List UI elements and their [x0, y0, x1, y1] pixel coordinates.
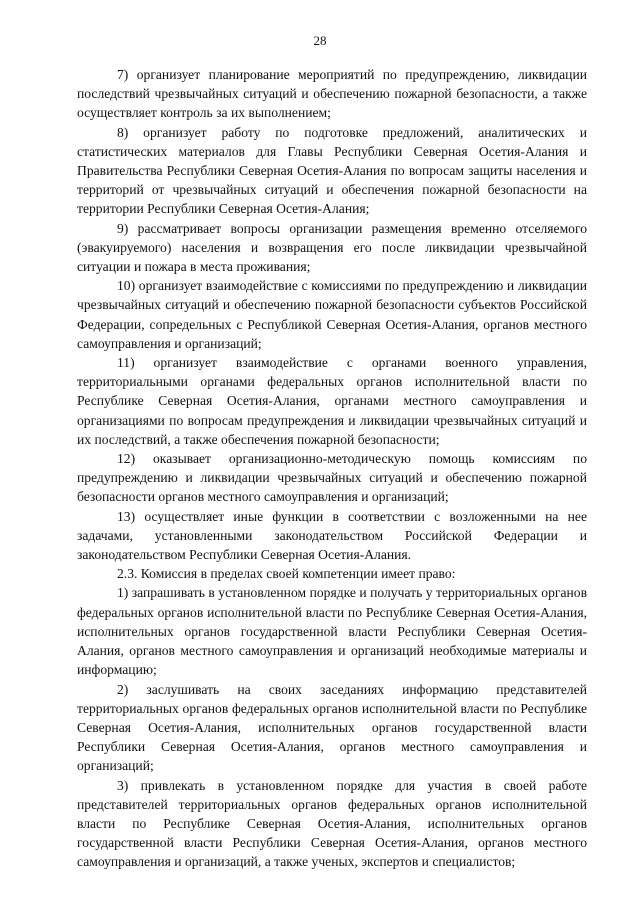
paragraph-item-8: 8) организует работу по подготовке предложений, аналитических и статистических материалов для Главы Республики Северная Осетия-Алания и Правительства Республики Северная Осетия-Алания по вопросам защиты населения и территорий от чрезвычайных ситуаций и обеспечения пожарной безопасности на территории Республики Северная Осетия-Алания; [77, 124, 587, 217]
paragraph-item-10: 10) организует взаимодействие с комиссиями по предупреждению и ликвидации чрезвычайных ситуаций и обеспечению пожарной безопасности субъектов Российской Федерации, сопредельных с Республикой Северная Осетия-Алания, органов местного самоуправления и организаций; [77, 278, 587, 351]
paragraph-item-13: 13) осуществляет иные функции в соответствии с возложенными на нее задачами, установленными законодательством Российской Федерации и законодательством Республики Северная Осетия-Алания. [77, 508, 587, 563]
document-body [77, 65, 587, 872]
right-item-2: 2) заслушивать на своих заседаниях информацию представителей территориальных органов федеральных органов исполнительной власти по Республике Северная Осетия-Алания, исполнительных органов государственной власти Республики Северная Осетия-Алания, органов местного самоуправления и организаций; [77, 681, 587, 774]
right-item-3: 3) привлекать в установленном порядке для участия в своей работе представителей территориальных органов федеральных органов исполнительной власти по Республике Северная Осетия-Алания, исполнительных органов государственной власти Республики Северная Осетия-Алания, органов местного самоуправления и организаций, а также ученых, экспертов и специалистов; [77, 777, 587, 870]
paragraph-item-12: 12) оказывает организационно-методическую помощь комиссиям по предупреждению и ликвидации чрезвычайных ситуаций и обеспечению пожарной безопасности органов местного самоуправления и организаций; [77, 451, 587, 505]
page-number: 28 [313, 33, 327, 48]
paragraph-item-11: 11) организует взаимодействие с органами военного управления, территориальными органами федеральных органов исполнительной власти по Республике Северная Осетия-Алания, органами местного самоуправления и организациями по вопросам предупреждения и ликвидации чрезвычайных ситуаций и их последствий, а также обеспечения пожарной безопасности; [77, 355, 587, 447]
paragraph-item-9: 9) рассматривает вопросы организации размещения временно отселяемого (эвакуируемого) населения и возвращения его после ликвидации чрезвычайной ситуации и пожара в места проживания; [77, 220, 587, 275]
right-item-1: 1) запрашивать в установленном порядке и получать у территориальных органов федеральных органов исполнительной власти по Республике Северная Осетия-Алания, исполнительных органов государственной власти Республики Северная Осетия-Алания, органов местного самоуправления и организаций необходимые материалы и информацию; [77, 585, 587, 678]
section-heading-2-3: 2.3. Комиссия в пределах своей компетенции имеет право: [117, 566, 456, 582]
paragraph-item-7: 7) организует планирование мероприятий по предупреждению, ликвидации последствий чрезвычайных ситуаций и обеспечению пожарной безопасности, а также осуществляет контроль за их выполнением; [77, 67, 587, 121]
